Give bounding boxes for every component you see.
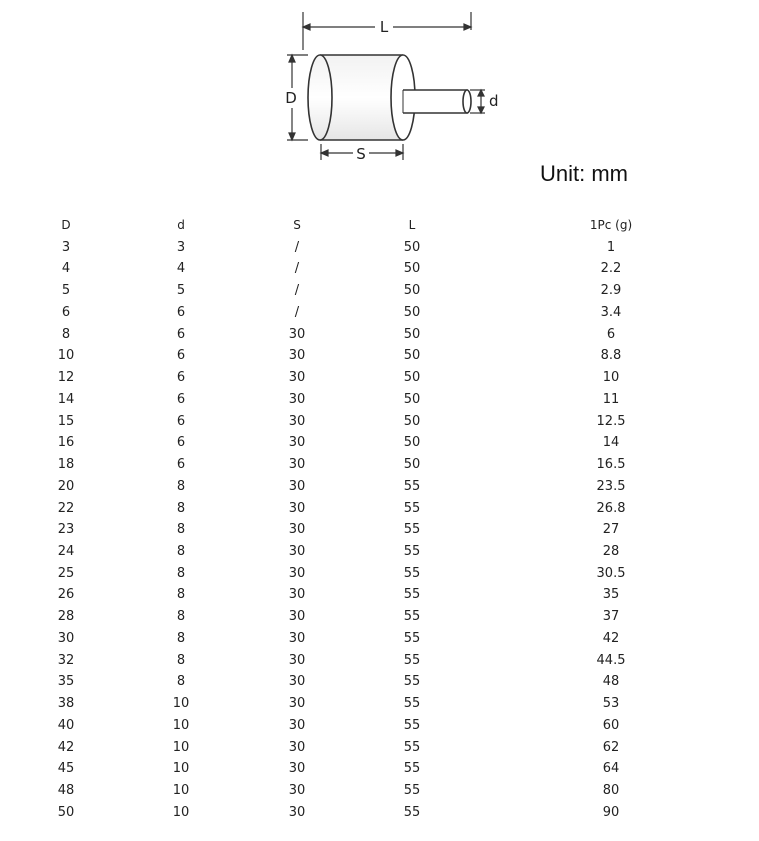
table-cell: 8 <box>61 326 71 342</box>
table-cell: 22 <box>57 500 75 516</box>
table-cell: 55 <box>403 544 421 560</box>
table-cell: 6 <box>61 304 71 320</box>
table-row <box>0 258 759 280</box>
table-cell: 23 <box>57 522 75 538</box>
table-cell: 3 <box>176 239 186 255</box>
table-cell: 8 <box>176 522 186 538</box>
table-cell: 35 <box>602 587 620 603</box>
table-cell: 8 <box>176 630 186 646</box>
table-row <box>0 563 759 585</box>
table-cell: 30 <box>288 717 306 733</box>
table-cell: 38 <box>57 696 75 712</box>
table-cell: 6 <box>176 457 186 473</box>
table-row <box>0 758 759 780</box>
table-cell: 28 <box>57 609 75 625</box>
table-cell: 30 <box>288 500 306 516</box>
table-cell: 18 <box>57 457 75 473</box>
table-row <box>0 584 759 606</box>
table-cell: 8 <box>176 500 186 516</box>
table-cell: 50 <box>403 261 421 277</box>
table-cell: 55 <box>403 609 421 625</box>
table-cell: 30 <box>288 522 306 538</box>
table-cell: 14 <box>57 391 75 407</box>
table-row <box>0 280 759 302</box>
table-cell: / <box>294 283 300 299</box>
table-cell: 30 <box>288 457 306 473</box>
table-cell: 6 <box>176 435 186 451</box>
table-cell: 26.8 <box>596 500 626 516</box>
table-cell: 27 <box>602 522 620 538</box>
header-d: d <box>177 218 185 232</box>
table-cell: 55 <box>403 717 421 733</box>
table-row <box>0 650 759 672</box>
table-cell: / <box>294 239 300 255</box>
table-cell: / <box>294 261 300 277</box>
table-cell: 11 <box>602 391 620 407</box>
table-cell: 55 <box>403 587 421 603</box>
table-cell: 30 <box>288 370 306 386</box>
table-cell: 30 <box>288 435 306 451</box>
table-cell: 50 <box>403 348 421 364</box>
table-row <box>0 345 759 367</box>
table-cell: 15 <box>57 413 75 429</box>
table-row <box>0 606 759 628</box>
table-cell: 8 <box>176 674 186 690</box>
table-cell: 44.5 <box>596 652 626 668</box>
table-cell: 30 <box>288 804 306 820</box>
table-row <box>0 389 759 411</box>
table-cell: 20 <box>57 478 75 494</box>
table-row <box>0 498 759 520</box>
table-cell: 35 <box>57 674 75 690</box>
table-cell: 42 <box>57 739 75 755</box>
table-cell: 10 <box>57 348 75 364</box>
table-cell: 50 <box>403 435 421 451</box>
table-cell: 64 <box>602 761 620 777</box>
table-row <box>0 519 759 541</box>
table-cell: 1 <box>606 239 616 255</box>
table-cell: 48 <box>57 783 75 799</box>
table-cell: 50 <box>403 304 421 320</box>
table-cell: 50 <box>403 326 421 342</box>
table-row <box>0 541 759 563</box>
table-cell: 30 <box>288 391 306 407</box>
table-cell: 6 <box>176 348 186 364</box>
table-cell: 30 <box>288 326 306 342</box>
table-cell: 30 <box>288 761 306 777</box>
table-cell: 10 <box>172 804 190 820</box>
table-cell: 80 <box>602 783 620 799</box>
table-cell: 28 <box>602 544 620 560</box>
table-cell: 16 <box>57 435 75 451</box>
table-row <box>0 780 759 802</box>
table-cell: 10 <box>172 717 190 733</box>
table-cell: 50 <box>403 391 421 407</box>
table-cell: 30 <box>288 696 306 712</box>
table-cell: 30 <box>57 630 75 646</box>
table-cell: 55 <box>403 565 421 581</box>
table-cell: 50 <box>57 804 75 820</box>
table-cell: 50 <box>403 283 421 299</box>
table-header-row <box>0 215 759 237</box>
table-cell: 30 <box>288 544 306 560</box>
table-cell: 4 <box>61 261 71 277</box>
table-row <box>0 693 759 715</box>
table-cell: 6 <box>176 326 186 342</box>
table-cell: 30 <box>288 478 306 494</box>
table-cell: 23.5 <box>596 478 626 494</box>
table-cell: 6 <box>176 304 186 320</box>
table-cell: 55 <box>403 761 421 777</box>
table-cell: 42 <box>602 630 620 646</box>
spec-table <box>0 215 759 824</box>
table-cell: 8 <box>176 565 186 581</box>
table-cell: 8 <box>176 609 186 625</box>
table-cell: 24 <box>57 544 75 560</box>
table-cell: 30 <box>288 783 306 799</box>
table-cell: 26 <box>57 587 75 603</box>
label-diameter: D <box>285 89 297 107</box>
table-cell: 10 <box>172 739 190 755</box>
table-cell: 6 <box>176 413 186 429</box>
header-weight: 1Pc (g) <box>589 218 633 232</box>
table-cell: 10 <box>172 783 190 799</box>
table-cell: 12 <box>57 370 75 386</box>
table-row <box>0 324 759 346</box>
table-cell: 3.4 <box>600 304 622 320</box>
table-cell: 30 <box>288 739 306 755</box>
header-S: S <box>293 218 301 232</box>
label-stub: S <box>356 145 366 163</box>
table-cell: 25 <box>57 565 75 581</box>
table-cell: 60 <box>602 717 620 733</box>
table-cell: 62 <box>602 739 620 755</box>
table-row <box>0 367 759 389</box>
table-cell: 30 <box>288 413 306 429</box>
table-cell: 55 <box>403 804 421 820</box>
table-cell: 53 <box>602 696 620 712</box>
table-cell: 8 <box>176 587 186 603</box>
table-cell: 55 <box>403 652 421 668</box>
table-cell: 10 <box>172 696 190 712</box>
table-cell: 30 <box>288 565 306 581</box>
table-row <box>0 302 759 324</box>
table-cell: 4 <box>176 261 186 277</box>
table-cell: 55 <box>403 783 421 799</box>
table-cell: 30 <box>288 652 306 668</box>
label-length: L <box>379 18 389 36</box>
table-cell: 55 <box>403 500 421 516</box>
table-cell: 30 <box>288 348 306 364</box>
table-row <box>0 476 759 498</box>
table-cell: 30 <box>288 630 306 646</box>
table-cell: 10 <box>172 761 190 777</box>
table-row <box>0 715 759 737</box>
table-cell: 2.2 <box>600 261 622 277</box>
table-cell: 6 <box>176 391 186 407</box>
table-cell: 50 <box>403 413 421 429</box>
table-row <box>0 802 759 824</box>
table-cell: 3 <box>61 239 71 255</box>
table-cell: 37 <box>602 609 620 625</box>
table-row <box>0 628 759 650</box>
table-cell: 8.8 <box>600 348 622 364</box>
table-cell: 12.5 <box>596 413 626 429</box>
table-cell: 50 <box>403 239 421 255</box>
table-cell: 55 <box>403 522 421 538</box>
table-cell: 55 <box>403 630 421 646</box>
table-cell: 55 <box>403 739 421 755</box>
dimension-diagram <box>270 0 510 175</box>
table-cell: 30 <box>288 609 306 625</box>
table-cell: 30 <box>288 587 306 603</box>
table-row <box>0 432 759 454</box>
table-row <box>0 454 759 476</box>
header-L: L <box>408 218 416 232</box>
header-D: D <box>61 218 71 232</box>
part-drawing <box>308 55 471 140</box>
table-cell: 6 <box>606 326 616 342</box>
table-cell: 16.5 <box>596 457 626 473</box>
table-cell: 40 <box>57 717 75 733</box>
unit-label: Unit: mm <box>540 161 628 186</box>
table-cell: 5 <box>176 283 186 299</box>
label-shaft-diameter: d <box>489 92 499 110</box>
table-row <box>0 671 759 693</box>
table-cell: 8 <box>176 544 186 560</box>
table-cell: 10 <box>602 370 620 386</box>
table-cell: 32 <box>57 652 75 668</box>
table-cell: / <box>294 304 300 320</box>
table-cell: 14 <box>602 435 620 451</box>
table-row <box>0 411 759 433</box>
table-cell: 50 <box>403 370 421 386</box>
table-cell: 90 <box>602 804 620 820</box>
table-cell: 50 <box>403 457 421 473</box>
table-row <box>0 237 759 259</box>
table-cell: 45 <box>57 761 75 777</box>
table-cell: 8 <box>176 478 186 494</box>
table-cell: 30.5 <box>596 565 626 581</box>
table-row <box>0 737 759 759</box>
table-cell: 6 <box>176 370 186 386</box>
table-cell: 55 <box>403 478 421 494</box>
table-body <box>0 237 759 824</box>
table-cell: 30 <box>288 674 306 690</box>
table-cell: 55 <box>403 696 421 712</box>
table-cell: 2.9 <box>600 283 622 299</box>
table-cell: 5 <box>61 283 71 299</box>
table-cell: 8 <box>176 652 186 668</box>
table-cell: 48 <box>602 674 620 690</box>
table-cell: 55 <box>403 674 421 690</box>
